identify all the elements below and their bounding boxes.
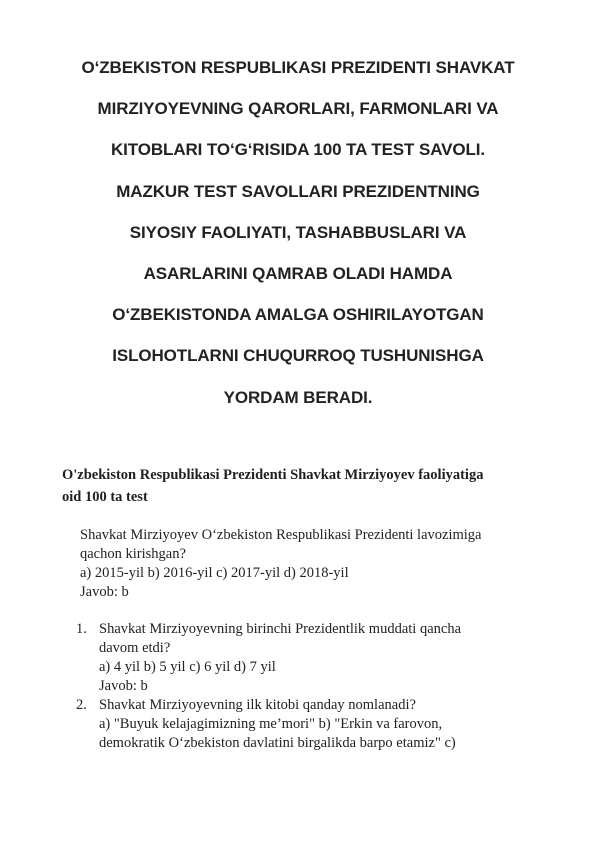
title-line: O‘ZBEKISTON RESPUBLIKASI PREZIDENTI SHAVKAT bbox=[81, 58, 515, 77]
list-item bbox=[76, 620, 536, 696]
section-heading-line: O'zbekiston Respublikasi Prezidenti Shavkat Mirziyoyev faoliyatiga bbox=[62, 467, 484, 483]
section-heading-line: oid 100 ta test bbox=[62, 489, 148, 505]
title-line: SIYOSIY FAOLIYATI, TASHABBUSLARI VA bbox=[129, 222, 467, 242]
answer-key: Javob: b bbox=[80, 584, 129, 600]
title-line: MAZKUR TEST SAVOLLARI PREZIDENTNING bbox=[116, 181, 480, 201]
answer-options: a) 4 yil b) 5 yil c) 6 yil d) 7 yil bbox=[99, 659, 276, 675]
question-text: davom etdi? bbox=[99, 640, 171, 656]
answer-key: Javob: b bbox=[99, 678, 148, 694]
section-heading bbox=[62, 464, 542, 508]
title-line: ASARLARINI QAMRAB OLADI HAMDA bbox=[143, 263, 453, 283]
question-text: Shavkat Mirziyoyev O‘zbekiston Respublikasi Prezidenti lavozimiga bbox=[80, 527, 482, 543]
title-line: YORDAM BERADI. bbox=[223, 387, 373, 407]
list-item bbox=[76, 696, 536, 753]
answer-options: a) "Buyuk kelajagimizning me’mori" b) "Erkin va farovon, bbox=[99, 716, 443, 732]
question-text: Shavkat Mirziyoyevning birinchi Prezidentlik muddati qancha bbox=[99, 621, 462, 637]
answer-options: a) 2015-yil b) 2016-yil c) 2017-yil d) 2018-yil bbox=[80, 565, 349, 581]
title-line: ISLOHOTLARNI CHUQURROQ TUSHUNISHGA bbox=[112, 346, 484, 366]
document-title bbox=[40, 58, 556, 429]
question-number: 1. bbox=[76, 621, 87, 637]
question-text: Shavkat Mirziyoyevning ilk kitobi qanday nomlanadi? bbox=[99, 697, 416, 713]
question-text: qachon kirishgan? bbox=[80, 546, 186, 562]
title-line: MIRZIYOYEVNING QARORLARI, FARMONLARI VA bbox=[97, 99, 499, 119]
question-number: 2. bbox=[76, 697, 87, 713]
question-list bbox=[76, 620, 536, 753]
intro-question bbox=[80, 526, 540, 602]
answer-options: demokratik O‘zbekiston davlatini birgalikda barpo etamiz" c) bbox=[99, 735, 456, 751]
title-line: O‘ZBEKISTONDA AMALGA OSHIRILAYOTGAN bbox=[112, 305, 484, 325]
title-line: KITOBLARI TO‘G‘RISIDA 100 TA TEST SAVOLI. bbox=[110, 140, 486, 160]
